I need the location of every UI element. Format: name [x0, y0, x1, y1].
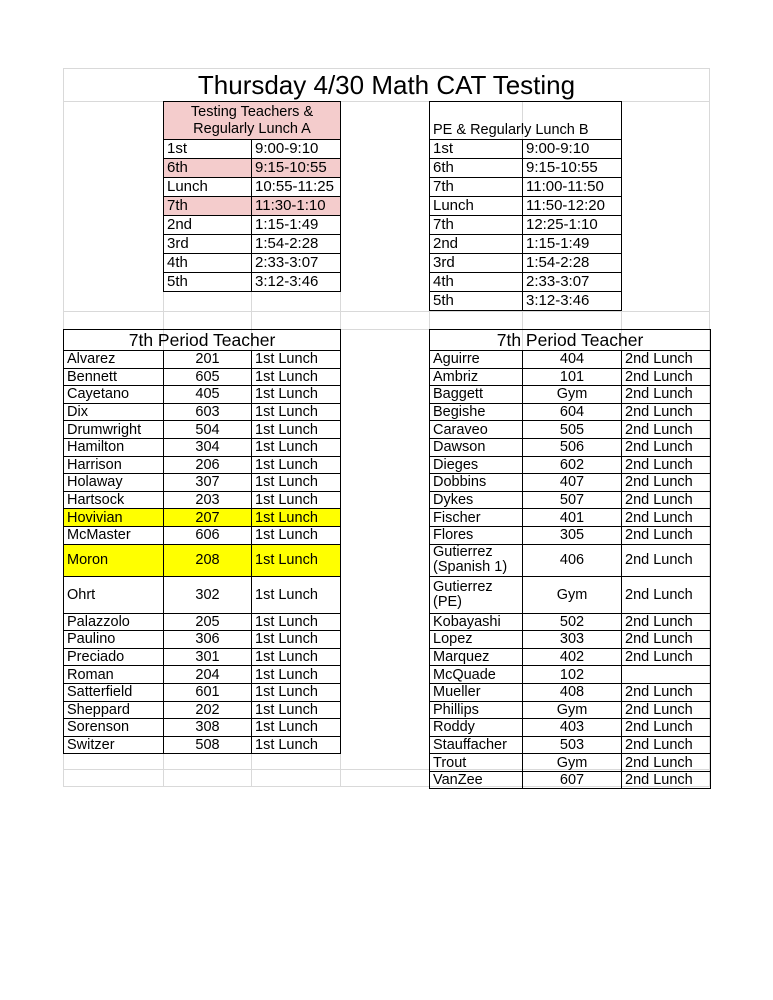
room-cell: 204	[164, 666, 252, 684]
teacher-row	[64, 474, 341, 492]
schedule-a-header: Testing Teachers & Regularly Lunch A	[164, 102, 341, 140]
room-cell: Gym	[523, 701, 622, 719]
time-cell: 9:00-9:10	[523, 140, 622, 159]
teacher-row	[64, 403, 341, 421]
schedule-row	[164, 197, 341, 216]
room-cell: 605	[164, 368, 252, 386]
teacher-row	[430, 474, 711, 492]
teacher-name: Hamilton	[64, 438, 164, 456]
teacher-row	[64, 613, 341, 631]
teacher-row	[430, 648, 711, 666]
lunch-cell: 1st Lunch	[252, 421, 341, 439]
lunch-cell: 1st Lunch	[252, 576, 341, 613]
teachers-second-lunch-table	[429, 329, 711, 789]
period-cell: 6th	[430, 159, 523, 178]
teachers-header: 7th Period Teacher	[430, 330, 711, 351]
lunch-cell: 2nd Lunch	[622, 386, 711, 404]
teacher-name: Hovivian	[64, 509, 164, 527]
schedule-row	[430, 197, 622, 216]
teacher-name: Caraveo	[430, 421, 523, 439]
lunch-cell: 1st Lunch	[252, 648, 341, 666]
time-cell: 9:00-9:10	[252, 140, 341, 159]
lunch-cell: 2nd Lunch	[622, 421, 711, 439]
schedule-row	[164, 273, 341, 292]
time-cell: 11:50-12:20	[523, 197, 622, 216]
teacher-row	[430, 386, 711, 404]
teacher-name: Mueller	[430, 683, 523, 701]
teacher-row	[430, 683, 711, 701]
schedule-row	[164, 216, 341, 235]
teacher-row	[64, 491, 341, 509]
schedule-row	[430, 254, 622, 273]
period-cell: Lunch	[164, 178, 252, 197]
lunch-cell: 2nd Lunch	[622, 544, 711, 576]
teacher-name: Ambriz	[430, 368, 523, 386]
time-cell: 2:33-3:07	[523, 273, 622, 292]
room-cell: 407	[523, 474, 622, 492]
teacher-name: Baggett	[430, 386, 523, 404]
period-cell: 1st	[430, 140, 523, 159]
time-cell: 1:15-1:49	[523, 235, 622, 254]
room-cell: 201	[164, 351, 252, 369]
teacher-name: Trout	[430, 754, 523, 772]
teacher-name: Palazzolo	[64, 613, 164, 631]
lunch-cell: 2nd Lunch	[622, 683, 711, 701]
time-cell: 2:33-3:07	[252, 254, 341, 273]
teacher-row	[430, 491, 711, 509]
teacher-row	[430, 403, 711, 421]
schedule-row	[164, 254, 341, 273]
period-cell: 2nd	[164, 216, 252, 235]
teacher-name: Gutierrez (Spanish 1)	[430, 544, 523, 576]
teachers-first-lunch-table	[63, 329, 341, 754]
teacher-name: Kobayashi	[430, 613, 523, 631]
lunch-cell: 2nd Lunch	[622, 491, 711, 509]
teacher-row	[430, 544, 711, 576]
room-cell: 205	[164, 613, 252, 631]
lunch-cell: 2nd Lunch	[622, 631, 711, 649]
period-cell: 3rd	[164, 235, 252, 254]
room-cell: 503	[523, 736, 622, 754]
period-cell: Lunch	[430, 197, 523, 216]
schedule-a-table	[163, 101, 341, 292]
teacher-name: Aguirre	[430, 351, 523, 369]
teacher-row	[430, 526, 711, 544]
teacher-name: Phillips	[430, 701, 523, 719]
time-cell: 12:25-1:10	[523, 216, 622, 235]
lunch-cell: 2nd Lunch	[622, 509, 711, 527]
lunch-cell: 1st Lunch	[252, 509, 341, 527]
teacher-name: Moron	[64, 544, 164, 576]
room-cell: 508	[164, 736, 252, 754]
room-cell: 302	[164, 576, 252, 613]
lunch-cell: 1st Lunch	[252, 719, 341, 737]
teacher-row	[430, 736, 711, 754]
room-cell: 506	[523, 438, 622, 456]
lunch-cell: 1st Lunch	[252, 456, 341, 474]
room-cell: Gym	[523, 754, 622, 772]
teacher-row	[430, 701, 711, 719]
teacher-row	[64, 421, 341, 439]
lunch-cell: 2nd Lunch	[622, 613, 711, 631]
lunch-cell: 2nd Lunch	[622, 368, 711, 386]
time-cell: 11:00-11:50	[523, 178, 622, 197]
lunch-cell: 1st Lunch	[252, 631, 341, 649]
room-cell: 305	[523, 526, 622, 544]
room-cell: 207	[164, 509, 252, 527]
teacher-name: Dobbins	[430, 474, 523, 492]
period-cell: 2nd	[430, 235, 523, 254]
teacher-name: Ohrt	[64, 576, 164, 613]
lunch-cell: 2nd Lunch	[622, 403, 711, 421]
schedule-row	[164, 159, 341, 178]
teacher-row	[64, 544, 341, 576]
time-cell: 10:55-11:25	[252, 178, 341, 197]
teacher-name: Cayetano	[64, 386, 164, 404]
time-cell: 9:15-10:55	[523, 159, 622, 178]
teacher-row	[430, 421, 711, 439]
period-cell: 4th	[430, 273, 523, 292]
lunch-cell: 2nd Lunch	[622, 648, 711, 666]
room-cell: 606	[164, 526, 252, 544]
period-cell: 7th	[164, 197, 252, 216]
period-cell: 4th	[164, 254, 252, 273]
teacher-name: Marquez	[430, 648, 523, 666]
teachers-header-row	[430, 330, 711, 351]
time-cell: 9:15-10:55	[252, 159, 341, 178]
teacher-name: Roman	[64, 666, 164, 684]
schedule-row	[430, 273, 622, 292]
teacher-row	[64, 526, 341, 544]
teacher-name: Satterfield	[64, 683, 164, 701]
schedule-row	[430, 140, 622, 159]
room-cell: 301	[164, 648, 252, 666]
room-cell: 602	[523, 456, 622, 474]
room-cell: Gym	[523, 576, 622, 613]
schedule-b-header-row	[430, 102, 622, 140]
lunch-cell: 2nd Lunch	[622, 438, 711, 456]
room-cell: 304	[164, 438, 252, 456]
period-cell: 6th	[164, 159, 252, 178]
lunch-cell: 2nd Lunch	[622, 771, 711, 789]
teacher-name: Flores	[430, 526, 523, 544]
time-cell: 3:12-3:46	[252, 273, 341, 292]
lunch-cell: 1st Lunch	[252, 438, 341, 456]
teacher-row	[430, 754, 711, 772]
teacher-row	[430, 631, 711, 649]
teacher-row	[64, 683, 341, 701]
teacher-row	[430, 509, 711, 527]
teacher-row	[64, 576, 341, 613]
teacher-row	[64, 368, 341, 386]
lunch-cell: 1st Lunch	[252, 613, 341, 631]
room-cell: 202	[164, 701, 252, 719]
room-cell: 408	[523, 683, 622, 701]
teacher-row	[64, 456, 341, 474]
room-cell: 303	[523, 631, 622, 649]
teacher-row	[430, 368, 711, 386]
teacher-name: Alvarez	[64, 351, 164, 369]
room-cell: Gym	[523, 386, 622, 404]
room-cell: 307	[164, 474, 252, 492]
lunch-cell: 1st Lunch	[252, 474, 341, 492]
schedule-row	[164, 178, 341, 197]
lunch-cell: 1st Lunch	[252, 544, 341, 576]
schedule-row	[164, 140, 341, 159]
lunch-cell: 2nd Lunch	[622, 576, 711, 613]
teachers-header: 7th Period Teacher	[64, 330, 341, 351]
schedule-b-header: PE & Regularly Lunch B	[430, 102, 622, 140]
period-cell: 7th	[430, 178, 523, 197]
room-cell: 402	[523, 648, 622, 666]
room-cell: 603	[164, 403, 252, 421]
time-cell: 1:54-2:28	[523, 254, 622, 273]
time-cell: 1:54-2:28	[252, 235, 341, 254]
teacher-row	[64, 386, 341, 404]
teacher-row	[430, 771, 711, 789]
lunch-cell: 1st Lunch	[252, 666, 341, 684]
lunch-cell: 2nd Lunch	[622, 526, 711, 544]
teacher-row	[64, 509, 341, 527]
lunch-cell: 2nd Lunch	[622, 456, 711, 474]
teacher-name: Dieges	[430, 456, 523, 474]
schedule-row	[430, 216, 622, 235]
schedule-a-header-row	[164, 102, 341, 140]
teacher-row	[64, 631, 341, 649]
room-cell: 404	[523, 351, 622, 369]
period-cell: 5th	[164, 273, 252, 292]
teacher-row	[430, 719, 711, 737]
teacher-row	[430, 666, 711, 684]
schedule-row	[430, 159, 622, 178]
room-cell: 206	[164, 456, 252, 474]
teacher-row	[430, 438, 711, 456]
teacher-row	[64, 719, 341, 737]
lunch-cell: 2nd Lunch	[622, 701, 711, 719]
teacher-name: Paulino	[64, 631, 164, 649]
teacher-name: Fischer	[430, 509, 523, 527]
teacher-name: Switzer	[64, 736, 164, 754]
schedule-row	[164, 235, 341, 254]
teacher-name: McQuade	[430, 666, 523, 684]
teacher-name: Hartsock	[64, 491, 164, 509]
period-cell: 7th	[430, 216, 523, 235]
teacher-name: Preciado	[64, 648, 164, 666]
teacher-name: Drumwright	[64, 421, 164, 439]
period-cell: 3rd	[430, 254, 523, 273]
time-cell: 1:15-1:49	[252, 216, 341, 235]
teacher-name: Dawson	[430, 438, 523, 456]
lunch-cell: 1st Lunch	[252, 403, 341, 421]
teacher-name: Stauffacher	[430, 736, 523, 754]
room-cell: 208	[164, 544, 252, 576]
time-cell: 11:30-1:10	[252, 197, 341, 216]
teacher-row	[64, 666, 341, 684]
teacher-name: Roddy	[430, 719, 523, 737]
lunch-cell: 2nd Lunch	[622, 719, 711, 737]
teacher-row	[430, 613, 711, 631]
period-cell: 1st	[164, 140, 252, 159]
room-cell: 607	[523, 771, 622, 789]
room-cell: 601	[164, 683, 252, 701]
lunch-cell: 2nd Lunch	[622, 754, 711, 772]
teacher-name: Sheppard	[64, 701, 164, 719]
teacher-name: Harrison	[64, 456, 164, 474]
room-cell: 604	[523, 403, 622, 421]
lunch-cell: 2nd Lunch	[622, 736, 711, 754]
lunch-cell: 1st Lunch	[252, 701, 341, 719]
teacher-row	[430, 351, 711, 369]
teacher-row	[64, 736, 341, 754]
lunch-cell: 1st Lunch	[252, 736, 341, 754]
teacher-name: Begishe	[430, 403, 523, 421]
schedule-row	[430, 292, 622, 311]
room-cell: 406	[523, 544, 622, 576]
lunch-cell: 1st Lunch	[252, 683, 341, 701]
room-cell: 504	[164, 421, 252, 439]
lunch-cell: 2nd Lunch	[622, 474, 711, 492]
teacher-name: Lopez	[430, 631, 523, 649]
schedule-b-table	[429, 101, 622, 311]
teacher-name: McMaster	[64, 526, 164, 544]
time-cell: 3:12-3:46	[523, 292, 622, 311]
lunch-cell	[622, 666, 711, 684]
room-cell: 505	[523, 421, 622, 439]
teacher-name: Dix	[64, 403, 164, 421]
schedule-row	[430, 235, 622, 254]
teacher-row	[430, 456, 711, 474]
teacher-row	[64, 701, 341, 719]
teachers-header-row	[64, 330, 341, 351]
teacher-name: Sorenson	[64, 719, 164, 737]
teacher-row	[430, 576, 711, 613]
room-cell: 306	[164, 631, 252, 649]
teacher-name: Gutierrez (PE)	[430, 576, 523, 613]
teacher-name: VanZee	[430, 771, 523, 789]
teacher-row	[64, 438, 341, 456]
room-cell: 308	[164, 719, 252, 737]
room-cell: 405	[164, 386, 252, 404]
teacher-row	[64, 648, 341, 666]
lunch-cell: 1st Lunch	[252, 526, 341, 544]
period-cell: 5th	[430, 292, 523, 311]
lunch-cell: 2nd Lunch	[622, 351, 711, 369]
room-cell: 401	[523, 509, 622, 527]
teacher-name: Holaway	[64, 474, 164, 492]
room-cell: 507	[523, 491, 622, 509]
lunch-cell: 1st Lunch	[252, 491, 341, 509]
room-cell: 102	[523, 666, 622, 684]
room-cell: 403	[523, 719, 622, 737]
teacher-row	[64, 351, 341, 369]
lunch-cell: 1st Lunch	[252, 386, 341, 404]
lunch-cell: 1st Lunch	[252, 351, 341, 369]
room-cell: 203	[164, 491, 252, 509]
teacher-name: Bennett	[64, 368, 164, 386]
room-cell: 502	[523, 613, 622, 631]
lunch-cell: 1st Lunch	[252, 368, 341, 386]
teacher-name: Dykes	[430, 491, 523, 509]
schedule-row	[430, 178, 622, 197]
room-cell: 101	[523, 368, 622, 386]
page-title: Thursday 4/30 Math CAT Testing	[197, 70, 576, 100]
